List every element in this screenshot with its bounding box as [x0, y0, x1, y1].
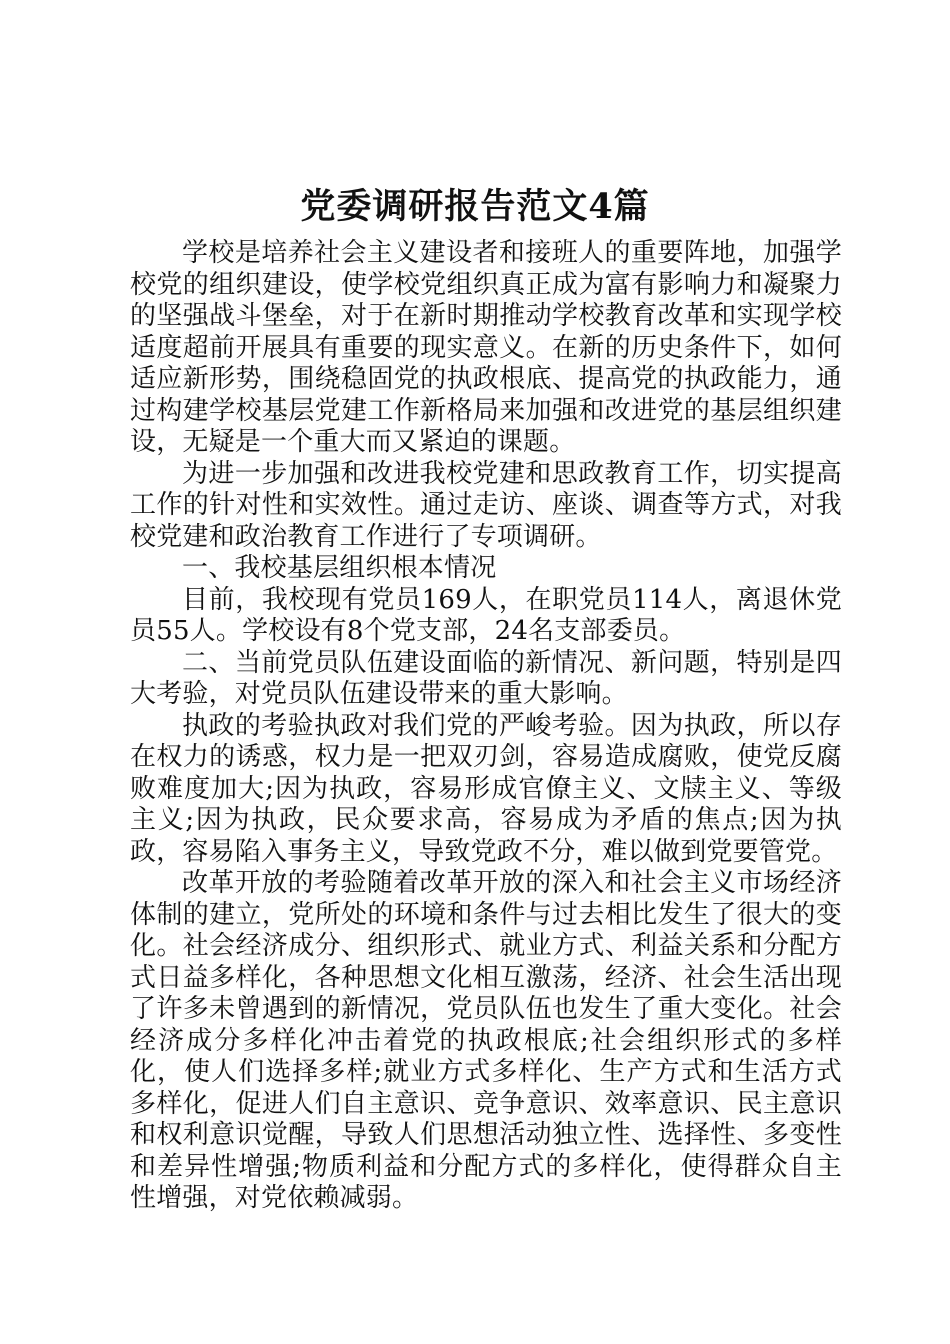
paragraph-governing-test: 执政的考验执政对我们党的严峻考验。因为执政，所以存在权力的诱惑，权力是一把双刃剑，容易造成腐败，使党反腐败难度加大;因为执政，容易形成官僚主义、文牍主义、等级主义;因为执政，民众要求高，容易成为矛盾的焦点;因为执政，容易陷入事务主义，导致党政不分，难以做到党要管党。 [130, 710, 842, 867]
paragraph-purpose: 为进一步加强和改进我校党建和思政教育工作，切实提高工作的针对性和实效性。通过走访、座谈、调查等方式，对我校党建和政治教育工作进行了专项调研。 [130, 458, 842, 552]
paragraph-intro: 学校是培养社会主义建设者和接班人的重要阵地，加强学校党的组织建设，使学校党组织真正成为富有影响力和凝聚力的坚强战斗堡垒，对于在新时期推动学校教育改革和实现学校适度超前开展具有重要的现实意义。在新的历史条件下，如何适应新形势，围绕稳固党的执政根底、提高党的执政能力，通过构建学校基层党建工作新格局来加强和改进党的基层组织建设，无疑是一个重大而又紧迫的课题。 [130, 238, 842, 457]
paragraph-reform-test: 改革开放的考验随着改革开放的深入和社会主义市场经济体制的建立，党所处的环境和条件与过去相比发生了很大的变化。社会经济成分、组织形式、就业方式、利益关系和分配方式日益多样化，各种思想文化相互激荡，经济、社会生活出现了许多未曾遇到的新情况，党员队伍也发生了重大变化。社会经济成分多样化冲击着党的执政根底;社会组织形式的多样化，使人们选择多样;就业方式多样化、生产方式和生活方式多样化，促进人们自主意识、竞争意识、效率意识、民主意识和权利意识觉醒，导致人们思想活动独立性、选择性、多变性和差异性增强;物质利益和分配方式的多样化，使得群众自主性增强，对党依赖减弱。 [130, 868, 842, 1213]
paragraph-member-stats: 目前，我校现有党员169人，在职党员114人，离退休党员55人。学校设有8个党支部，24名支部委员。 [130, 584, 842, 646]
section-heading-1: 一、我校基层组织根本情况 [182, 553, 497, 583]
section-heading-2: 二、当前党员队伍建设面临的新情况、新问题，特别是四大考验，对党员队伍建设带来的重大影响。 [130, 647, 842, 709]
document-body [130, 238, 842, 1215]
document-title: 党委调研报告范文4篇 [300, 186, 650, 227]
